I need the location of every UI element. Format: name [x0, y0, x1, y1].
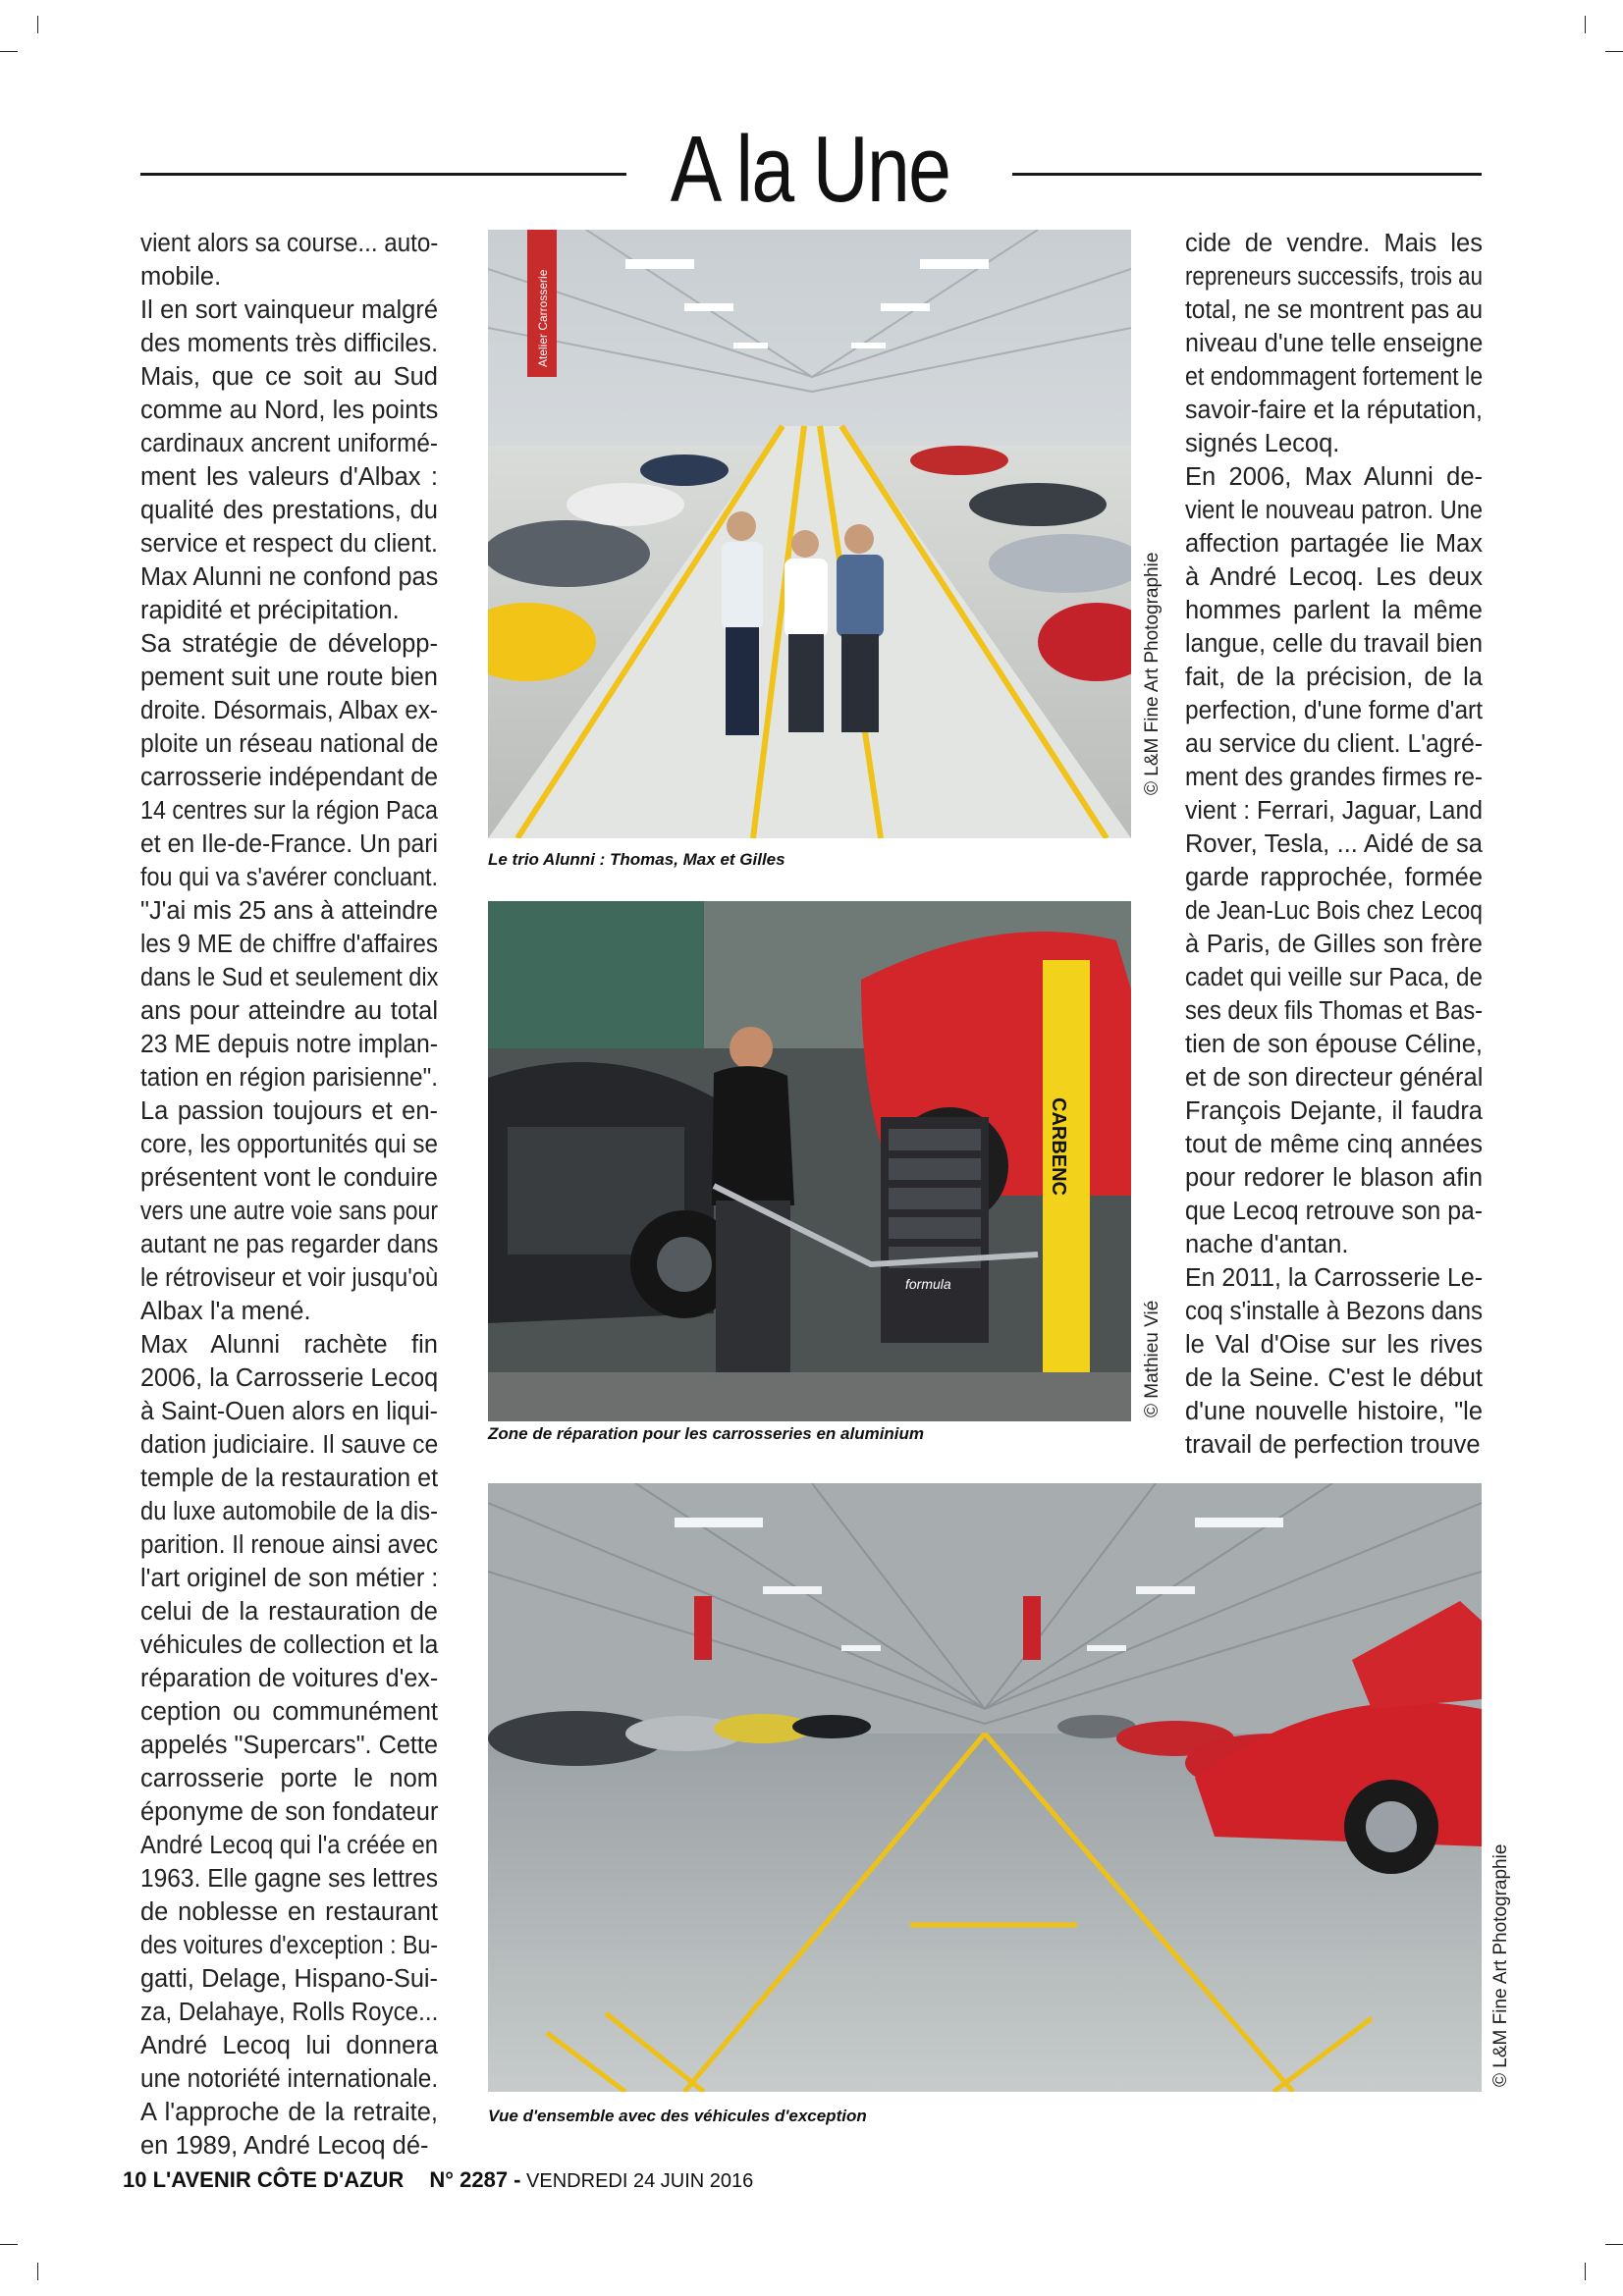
text-line: ses deux fils Thomas et Bas- — [1185, 997, 1483, 1025]
photo-credit: © L&M Fine Art Photographie — [1142, 552, 1163, 795]
text-line: et endommagent fortement le — [1185, 363, 1484, 391]
text-line: 2006, la Carrosserie Lecoq — [140, 1364, 439, 1392]
text-line: core, les opportunités qui se — [140, 1131, 438, 1158]
text-line: vient le nouveau patron. Une — [1185, 497, 1484, 524]
text-line: carrosserie indépendant de — [140, 764, 439, 791]
text-line: vers une autre voie sans pour — [140, 1198, 438, 1225]
text-line: pour redorer le blason afin — [1185, 1164, 1483, 1192]
text-line: coq s'installe à Bezons dans — [1185, 1298, 1483, 1325]
text-line: véhicules de collection et la — [140, 1631, 439, 1659]
text-line: celui de la restauration de — [140, 1598, 438, 1626]
text-line: Rover, Tesla, ... Aidé de sa — [1185, 830, 1483, 858]
text-line: pement suit une route bien — [140, 664, 438, 691]
text-line: à André Lecoq. Les deux — [1185, 563, 1483, 591]
text-line: et en Ile-de-France. Un pari — [140, 830, 438, 858]
text-line: le Val d'Oise sur les rives — [1185, 1331, 1483, 1359]
text-line: André Lecoq lui donnera — [140, 2032, 438, 2059]
text-line: gatti, Delage, Hispano-Sui- — [140, 1965, 438, 1993]
text-line: Il en sort vainqueur malgré — [140, 296, 438, 324]
text-line: les 9 ME de chiffre d'affaires — [140, 931, 439, 958]
crop-mark — [37, 2263, 38, 2280]
text-line: tout de même cinq années — [1185, 1131, 1483, 1158]
text-line: du luxe automobile de la dis- — [140, 1498, 438, 1525]
text-line: carrosserie porte le nom — [140, 1765, 438, 1792]
issue-date: VENDREDI 24 JUIN 2016 — [520, 2170, 754, 2192]
text-line: de la Seine. C'est le début — [1185, 1364, 1483, 1392]
photo-credit: © L&M Fine Art Photographie — [1490, 1843, 1511, 2087]
page-number-publication: 10 L'AVENIR CÔTE D'AZUR — [123, 2167, 405, 2192]
text-line: fou qui va s'avérer concluant. — [140, 864, 438, 891]
text-line: appelés "Supercars". Cette — [140, 1732, 438, 1759]
text-line: comme au Nord, les points — [140, 397, 439, 424]
text-line: Max Alunni rachète fin — [140, 1331, 438, 1359]
text-line: une notoriété internationale. — [140, 2065, 439, 2093]
text-line: au service du client. L'agré- — [1185, 730, 1484, 758]
text-line: La passion toujours et en- — [140, 1097, 438, 1125]
text-line: langue, celle du travail bien — [1185, 630, 1484, 658]
cabinet-label: formula — [905, 1276, 951, 1292]
text-line: dation judiciaire. Il sauve ce — [140, 1431, 439, 1459]
text-line: tation en région parisienne". — [140, 1064, 438, 1092]
text-line: nache d'antan. — [1185, 1231, 1349, 1258]
crop-mark — [0, 2244, 18, 2245]
section-title: A la Une — [670, 117, 950, 222]
text-line: de noblesse en restaurant — [140, 1898, 438, 1926]
crop-mark — [1585, 2263, 1586, 2280]
three-men — [722, 511, 884, 735]
text-line: Max Alunni ne confond pas — [140, 563, 439, 591]
text-line: "J'ai mis 25 ans à atteindre — [140, 897, 438, 925]
text-line: mobile. — [140, 263, 222, 291]
article-column-right — [1185, 227, 1483, 1462]
photo-repair-zone — [488, 901, 1131, 1421]
text-line: Sa stratégie de développ- — [140, 630, 438, 658]
text-line: d'une nouvelle histoire, "le — [1185, 1398, 1483, 1425]
text-line: travail de perfection trouve — [1185, 1431, 1481, 1459]
text-line: En 2006, Max Alunni de- — [1185, 463, 1483, 491]
text-line: affection partagée lie Max — [1185, 530, 1483, 558]
text-line: droite. Désormais, Albax ex- — [140, 697, 438, 724]
text-line: dans le Sud et seulement dix — [140, 964, 439, 991]
text-line: tien de son épouse Céline, — [1185, 1031, 1483, 1058]
header-rule-right — [1012, 173, 1482, 176]
text-line: François Dejante, il faudra — [1185, 1097, 1483, 1125]
text-line: hommes parlent la même — [1185, 597, 1483, 624]
text-line: parition. Il renoue ainsi avec — [140, 1531, 438, 1559]
text-line: l'art originel de son métier : — [140, 1565, 439, 1592]
photo-caption: Le trio Alunni : Thomas, Max et Gilles — [488, 850, 785, 869]
crop-mark — [0, 51, 18, 52]
text-line: rapidité et précipitation. — [140, 597, 400, 624]
workshop-photo-1 — [488, 230, 1131, 838]
text-line: autant ne pas regarder dans — [140, 1231, 439, 1258]
text-line: le rétroviseur et voir jusqu'où — [140, 1264, 439, 1292]
text-line: za, Delahaye, Rolls Royce... — [140, 1999, 439, 2026]
text-line: repreneurs successifs, trois au — [1185, 263, 1483, 291]
text-line: ans pour atteindre au total — [140, 997, 438, 1025]
photo-credit: © Mathieu Vié — [1142, 1300, 1163, 1417]
issue-number: N° 2287 - — [429, 2167, 521, 2192]
text-line: signés Lecoq. — [1185, 430, 1340, 457]
text-line: qualité des prestations, du — [140, 497, 438, 524]
text-line: en 1989, André Lecoq dé- — [140, 2132, 429, 2160]
photo-caption: Vue d'ensemble avec des véhicules d'exception — [488, 2107, 867, 2125]
text-line: cardinaux ancrent uniformé- — [140, 430, 438, 457]
crop-mark — [1585, 16, 1586, 33]
text-line: niveau d'une telle enseigne — [1185, 330, 1484, 357]
text-line: fait, de la précision, de la — [1185, 664, 1483, 691]
workshop-photo-3 — [488, 1483, 1482, 2092]
text-line: que Lecoq retrouve son pa- — [1185, 1198, 1483, 1225]
text-line: service et respect du client. — [140, 530, 438, 558]
text-line: de Jean-Luc Bois chez Lecoq — [1185, 897, 1483, 925]
text-line: 23 ME depuis notre implan- — [140, 1031, 438, 1058]
text-line: savoir-faire et la réputation, — [1185, 397, 1483, 424]
text-line: 1963. Elle gagne ses lettres — [140, 1865, 438, 1893]
text-line: cide de vendre. Mais les — [1185, 230, 1483, 257]
text-line: présentent vont le conduire — [140, 1164, 438, 1192]
text-line: En 2011, la Carrosserie Le- — [1185, 1264, 1483, 1292]
mechanic — [712, 1027, 794, 1377]
text-line: A l'approche de la retraite, — [140, 2099, 438, 2126]
text-line: des voitures d'exception : Bu- — [140, 1932, 438, 1959]
text-line: ception ou communément — [140, 1698, 438, 1726]
text-line: des moments très difficiles. — [140, 330, 439, 357]
page-footer — [123, 2167, 753, 2193]
text-line: vient alors sa course... auto- — [140, 230, 439, 257]
header-rule-left — [140, 173, 626, 176]
text-line: temple de la restauration et — [140, 1465, 439, 1492]
text-line: total, ne se montrent pas au — [1185, 296, 1484, 324]
text-line: ploite un réseau national de — [140, 730, 439, 758]
text-line: Mais, que ce soit au Sud — [140, 363, 438, 391]
text-line: 14 centres sur la région Paca — [140, 797, 438, 825]
photo-trio-alunni — [488, 230, 1131, 838]
workshop-photo-2 — [488, 901, 1131, 1421]
crop-mark — [1605, 51, 1623, 52]
text-line: ment les valeurs d'Albax : — [140, 463, 438, 491]
article-column-left — [140, 227, 438, 2163]
text-line: vient : Ferrari, Jaguar, Land — [1185, 797, 1483, 825]
text-line: éponyme de son fondateur — [140, 1798, 439, 1826]
text-line: et de son directeur général — [1185, 1064, 1484, 1092]
text-line: cadet qui veille sur Paca, de — [1185, 964, 1483, 991]
text-line: ment des grandes firmes re- — [1185, 764, 1483, 791]
text-line: réparation de voitures d'ex- — [140, 1665, 439, 1692]
text-line: à Paris, de Gilles son frère — [1185, 931, 1483, 958]
banner-label: Atelier Carrosserie — [536, 269, 550, 367]
text-line: André Lecoq qui l'a créée en — [140, 1832, 438, 1859]
photo-caption: Zone de réparation pour les carrosseries en aluminium — [488, 1424, 925, 1443]
crop-mark — [37, 16, 38, 33]
text-line: à Saint-Ouen alors en liqui- — [140, 1398, 439, 1425]
text-line: perfection, d'une forme d'art — [1185, 697, 1483, 724]
crop-mark — [1605, 2244, 1623, 2245]
bench-label: CARBENC — [1048, 1097, 1069, 1196]
text-line: garde rapprochée, formée — [1185, 864, 1483, 891]
photo-overview — [488, 1483, 1482, 2092]
text-line: Albax l'a mené. — [140, 1298, 311, 1325]
